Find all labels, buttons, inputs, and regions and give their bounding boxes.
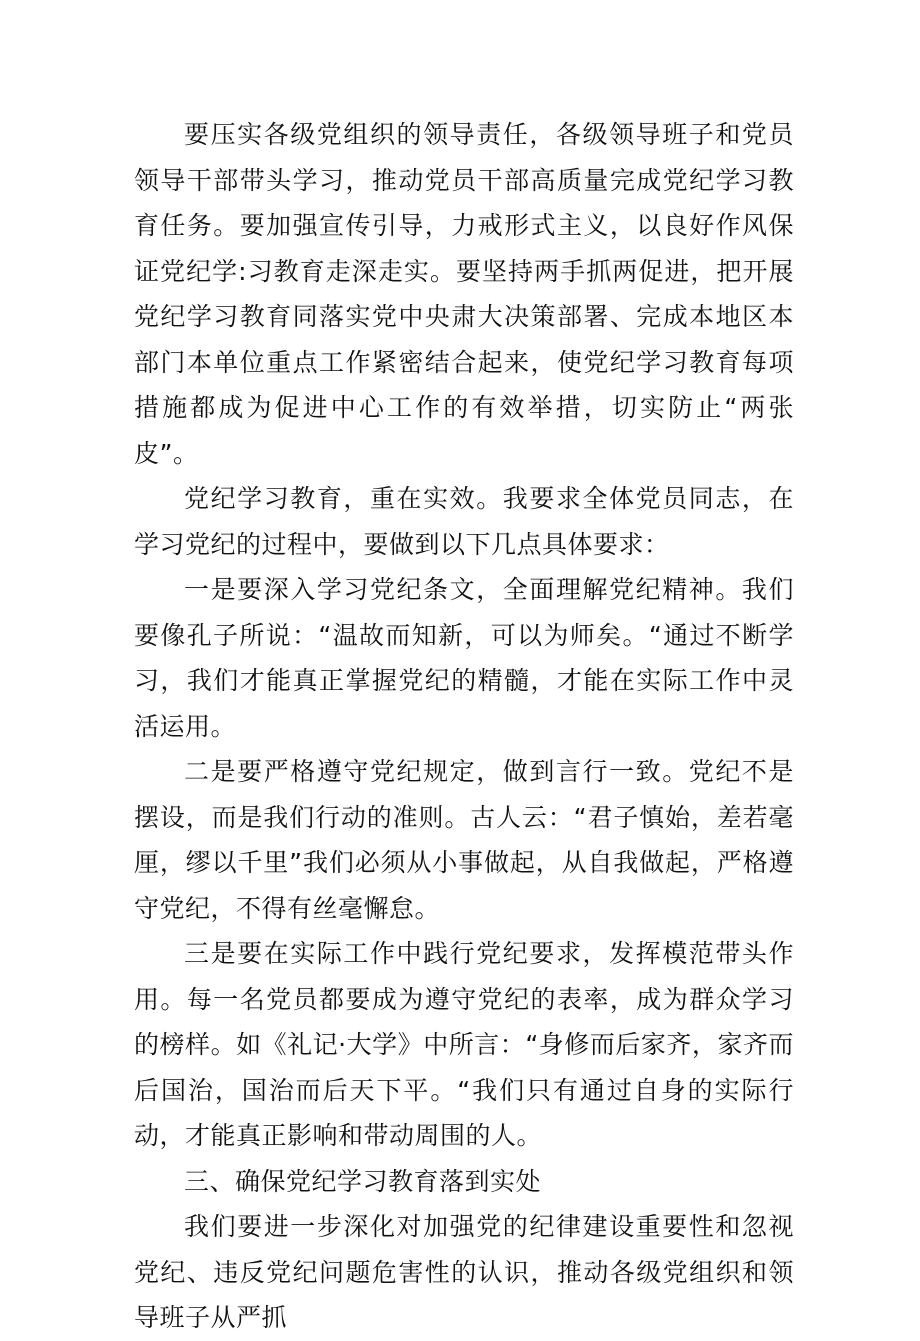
paragraph-leadership-responsibility: 要压实各级党组织的领导责任，各级领导班子和党员领导干部带头学习，推动党员干部高质量完成党纪学习教育任务。要加强宣传引导，力戒形式主义，以良好作风保证党纪学:习教育走深走实。要坚持两手抓两促进，把开展党纪学习教育同落实党中央肃大决策部署、完成本地区本部门本单位重点工作紧密结合起来，使党纪学习教育每项措施都成为促进中心工作的有效举措，切实防止“两张皮”。: [134, 120, 794, 468]
paragraph-requirement-three: 三是要在实际工作中践行党纪要求，发挥模范带头作用。每一名党员都要成为遵守党纪的表率，成为群众学习的榜样。如《礼记·大学》中所言：“身修而后家齐，家齐而后国治，国治而后天下平。“我们只有通过自身的实际行动，才能真正影响和带动周围的人。: [134, 939, 794, 1150]
paragraph-final: 我们要进一步深化对加强党的纪律建设重要性和忽视党纪、违反党纪问题危害性的认识，推动各级党组织和领导班子从严抓: [134, 1212, 794, 1332]
paragraph-practical-effect: 党纪学习教育，重在实效。我要求全体党员同志，在学习党纪的过程中，要做到以下几点具体要求：: [134, 484, 794, 559]
paragraph-requirement-two: 二是要严格遵守党纪规定，做到言行一致。党纪不是摆设，而是我们行动的准则。古人云：“君子慎始，差若毫厘，缪以千里”我们必须从小事做起，从自我做起，严格遵守党纪，不得有丝毫懈怠。: [134, 757, 794, 923]
section-heading: 三、确保党纪学习教育落到实处: [184, 1166, 542, 1196]
paragraph-requirement-one: 一是要深入学习党纪条文，全面理解党纪精神。我们要像孔子所说：“温故而知新，可以为师矣。“通过不断学习，我们才能真正掌握党纪的精髓，才能在实际工作中灵活运用。: [134, 575, 794, 741]
document-body: [134, 112, 794, 1341]
